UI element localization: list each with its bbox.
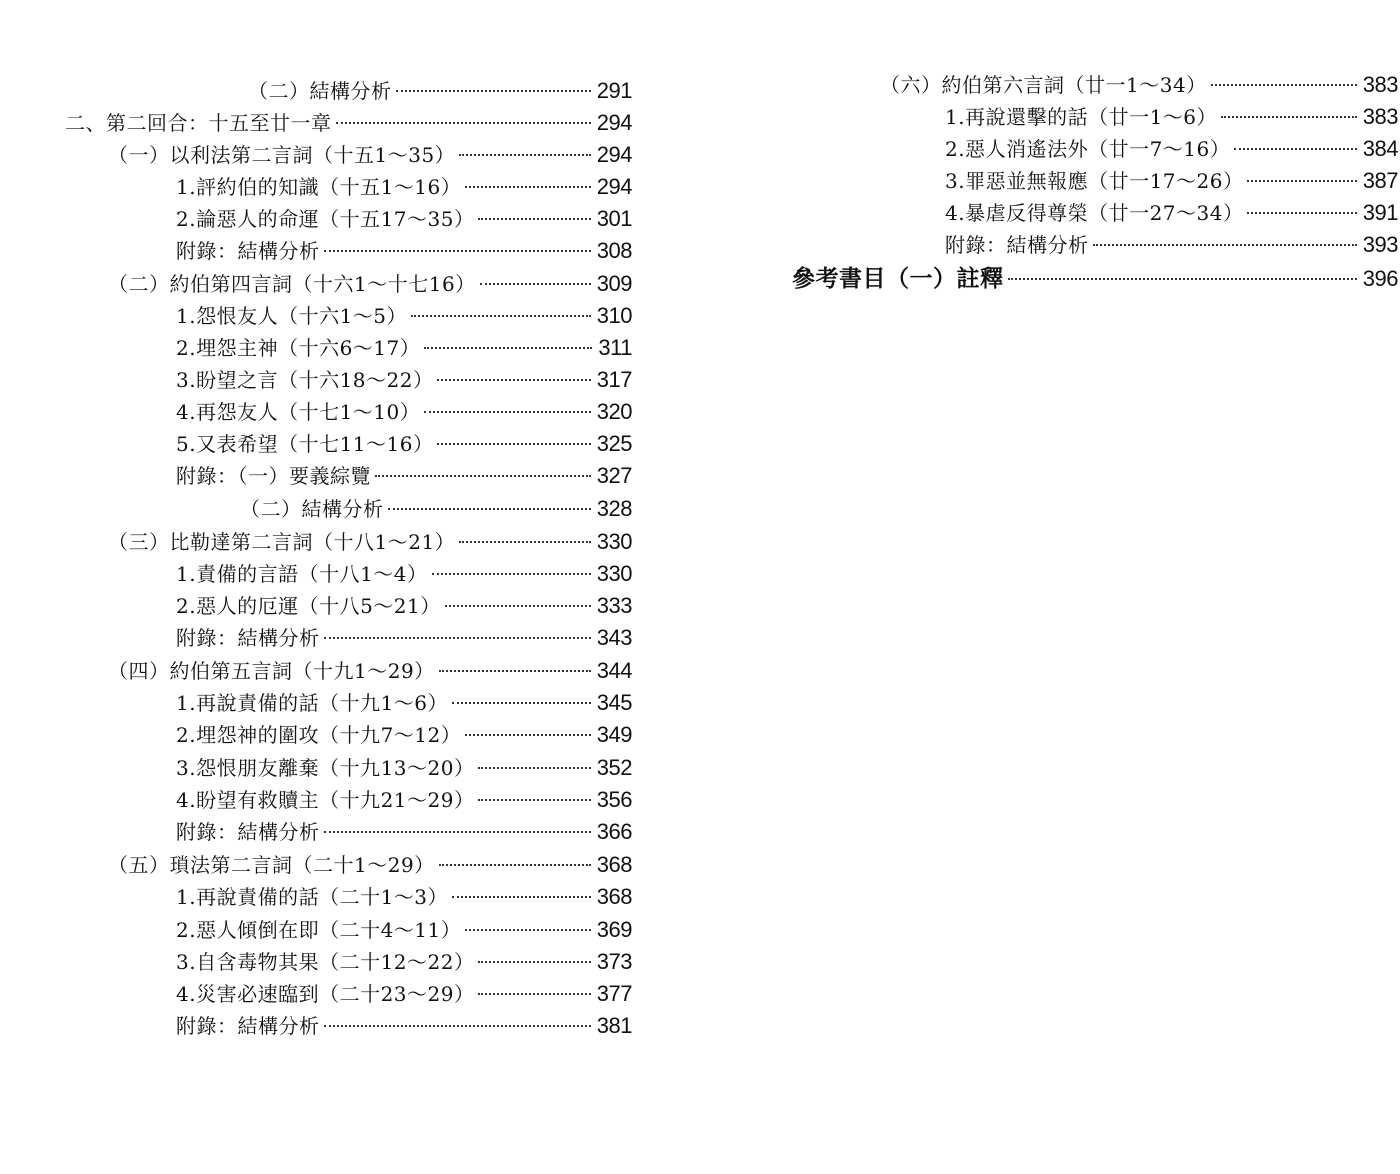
toc-entry[interactable] bbox=[176, 428, 632, 460]
toc-entry-page: 381 bbox=[596, 1013, 632, 1038]
toc-entry-page: 308 bbox=[596, 238, 632, 263]
dot-leader bbox=[336, 122, 591, 124]
dot-leader bbox=[452, 896, 591, 898]
toc-entry[interactable] bbox=[248, 75, 632, 107]
dot-leader bbox=[1093, 244, 1357, 246]
toc-entry-title: 4.暴虐反得尊榮（廿一27～34） bbox=[945, 201, 1244, 225]
toc-entry-title: 1.再說責備的話（十九1～6） bbox=[176, 691, 449, 715]
toc-entry-page: 352 bbox=[596, 755, 632, 780]
toc-entry-title: 5.又表希望（十七11～16） bbox=[176, 432, 434, 456]
toc-entry-title: 4.災害必速臨到（二十23～29） bbox=[176, 982, 475, 1006]
toc-entry-title: （四）約伯第五言詞（十九1～29） bbox=[108, 659, 435, 683]
toc-entry-title: 3.自含毒物其果（二十12～22） bbox=[176, 950, 475, 974]
dot-leader bbox=[459, 541, 591, 543]
toc-entry-page: 366 bbox=[596, 819, 632, 844]
toc-entry-title: 2.埋怨神的圍攻（十九7～12） bbox=[176, 723, 462, 747]
toc-entry[interactable] bbox=[176, 1010, 632, 1042]
toc-entry-page: 349 bbox=[596, 722, 632, 747]
toc-entry-title: 2.埋怨主神（十六6～17） bbox=[176, 336, 421, 360]
dot-leader bbox=[459, 154, 591, 156]
toc-entry-page: 291 bbox=[596, 78, 632, 103]
toc-entry-page: 345 bbox=[596, 690, 632, 715]
toc-entry[interactable] bbox=[176, 364, 632, 396]
toc-entry[interactable] bbox=[108, 268, 632, 300]
toc-entry-title: 1.評約伯的知識（十五1～16） bbox=[176, 175, 462, 199]
toc-entry-page: 325 bbox=[596, 431, 632, 456]
toc-entry-title: （二）結構分析 bbox=[240, 497, 384, 521]
toc-entry[interactable] bbox=[240, 493, 632, 525]
dot-leader bbox=[478, 993, 590, 995]
toc-entry[interactable] bbox=[176, 171, 632, 203]
toc-entry[interactable] bbox=[945, 101, 1398, 133]
dot-leader bbox=[424, 411, 591, 413]
toc-entry-title: 2.惡人消遙法外（廿一7～16） bbox=[945, 137, 1231, 161]
toc-entry-page: 391 bbox=[1362, 200, 1398, 225]
toc-entry-page: 368 bbox=[596, 884, 632, 909]
dot-leader bbox=[432, 573, 591, 575]
toc-entry-title: 附錄：結構分析 bbox=[945, 233, 1089, 257]
toc-entry-page: 327 bbox=[596, 463, 632, 488]
toc-entry-title: 1.怨恨友人（十六1～5） bbox=[176, 304, 408, 328]
dot-leader bbox=[439, 864, 591, 866]
toc-entry[interactable] bbox=[176, 719, 632, 751]
toc-entry-page: 368 bbox=[596, 852, 632, 877]
toc-entry-title: 4.再怨友人（十七1～10） bbox=[176, 400, 421, 424]
dot-leader bbox=[465, 929, 591, 931]
dot-leader bbox=[324, 250, 591, 252]
dot-leader bbox=[478, 767, 590, 769]
toc-entry-page: 343 bbox=[596, 625, 632, 650]
toc-entry[interactable] bbox=[176, 914, 632, 946]
toc-entry[interactable] bbox=[176, 978, 632, 1010]
toc-entry-page: 333 bbox=[596, 593, 632, 618]
dot-leader bbox=[1221, 116, 1357, 118]
toc-entry[interactable] bbox=[176, 203, 632, 235]
toc-entry-title: （六）約伯第六言詞（廿一1～34） bbox=[880, 73, 1207, 97]
toc-entry-page: 328 bbox=[596, 496, 632, 521]
toc-entry-page: 356 bbox=[596, 787, 632, 812]
toc-entry-title: 2.惡人的厄運（十八5～21） bbox=[176, 594, 441, 618]
toc-entry-title: 二、第二回合：十五至廿一章 bbox=[65, 111, 332, 135]
toc-entry[interactable] bbox=[176, 752, 632, 784]
toc-entry-page: 383 bbox=[1362, 72, 1398, 97]
dot-leader bbox=[1211, 84, 1357, 86]
dot-leader bbox=[1008, 278, 1357, 280]
toc-entry-title: （二）約伯第四言詞（十六1～十七16） bbox=[108, 272, 476, 296]
toc-entry-title: 1.再說還擊的話（廿一1～6） bbox=[945, 105, 1218, 129]
toc-entry-page: 383 bbox=[1362, 104, 1398, 129]
toc-entry-page: 396 bbox=[1362, 266, 1398, 291]
dot-leader bbox=[1247, 180, 1356, 182]
toc-entry-page: 309 bbox=[596, 271, 632, 296]
toc-entry[interactable] bbox=[176, 622, 632, 654]
toc-entry-page: 301 bbox=[596, 206, 632, 231]
toc-entry-title: 1.責備的言語（十八1～4） bbox=[176, 562, 428, 586]
dot-leader bbox=[452, 702, 591, 704]
toc-entry[interactable] bbox=[945, 197, 1398, 229]
toc-entry-title: 3.怨恨朋友離棄（十九13～20） bbox=[176, 756, 475, 780]
dot-leader bbox=[437, 379, 590, 381]
toc-entry-page: 373 bbox=[596, 949, 632, 974]
toc-entry[interactable] bbox=[176, 816, 632, 848]
toc-entry[interactable] bbox=[108, 526, 632, 558]
toc-entry[interactable] bbox=[108, 655, 632, 687]
dot-leader bbox=[388, 508, 591, 510]
toc-entry-page: 320 bbox=[596, 399, 632, 424]
toc-entry[interactable] bbox=[176, 784, 632, 816]
toc-entry-title: （五）瑣法第二言詞（二十1～29） bbox=[108, 853, 435, 877]
dot-leader bbox=[480, 283, 591, 285]
toc-entry[interactable] bbox=[176, 235, 632, 267]
toc-entry-page: 294 bbox=[596, 110, 632, 135]
toc-entry-title: 3.罪惡並無報應（廿一17～26） bbox=[945, 169, 1244, 193]
dot-leader bbox=[478, 961, 590, 963]
toc-entry-title: 附錄：（一）要義綜覽 bbox=[176, 464, 371, 488]
toc-entry-page: 377 bbox=[596, 981, 632, 1006]
toc-entry[interactable] bbox=[176, 332, 632, 364]
toc-entry-title: 附錄：結構分析 bbox=[176, 820, 320, 844]
dot-leader bbox=[465, 734, 591, 736]
toc-entry-title: 參考書目（一）註釋 bbox=[792, 265, 1004, 292]
dot-leader bbox=[478, 218, 590, 220]
toc-entry[interactable] bbox=[176, 558, 632, 590]
toc-entry[interactable] bbox=[176, 946, 632, 978]
toc-entry[interactable] bbox=[176, 687, 632, 719]
toc-entry-page: 311 bbox=[598, 335, 632, 360]
toc-entry-page: 369 bbox=[596, 917, 632, 942]
toc-entry-title: （三）比勒達第二言詞（十八1～21） bbox=[108, 530, 456, 554]
toc-entry-title: 4.盼望有救贖主（十九21～29） bbox=[176, 788, 475, 812]
dot-leader bbox=[437, 443, 590, 445]
dot-leader bbox=[324, 1025, 591, 1027]
toc-entry-page: 330 bbox=[596, 529, 632, 554]
dot-leader bbox=[324, 637, 591, 639]
toc-entry-page: 294 bbox=[596, 174, 632, 199]
toc-entry-title: 附錄：結構分析 bbox=[176, 626, 320, 650]
dot-leader bbox=[465, 186, 591, 188]
toc-entry-page: 384 bbox=[1362, 136, 1398, 161]
dot-leader bbox=[445, 605, 591, 607]
dot-leader bbox=[324, 831, 591, 833]
toc-entry-page: 344 bbox=[596, 658, 632, 683]
toc-entry[interactable] bbox=[108, 139, 632, 171]
toc-entry[interactable] bbox=[176, 460, 632, 492]
toc-entry[interactable] bbox=[176, 590, 632, 622]
toc-entry-title: 1.再說責備的話（二十1～3） bbox=[176, 885, 449, 909]
toc-entry-title: 3.盼望之言（十六18～22） bbox=[176, 368, 434, 392]
toc-right-page bbox=[700, 0, 1400, 1174]
toc-entry[interactable] bbox=[880, 69, 1398, 101]
toc-entry-title: （二）結構分析 bbox=[248, 79, 392, 103]
toc-entry[interactable] bbox=[945, 229, 1398, 261]
toc-entry[interactable] bbox=[945, 133, 1398, 165]
toc-entry-page: 310 bbox=[596, 303, 632, 328]
toc-entry-page: 387 bbox=[1362, 168, 1398, 193]
toc-entry[interactable] bbox=[176, 396, 632, 428]
toc-entry-page: 294 bbox=[596, 142, 632, 167]
toc-entry-title: （一）以利法第二言詞（十五1～35） bbox=[108, 143, 456, 167]
dot-leader bbox=[396, 90, 591, 92]
toc-entry[interactable] bbox=[176, 300, 632, 332]
dot-leader bbox=[1247, 212, 1356, 214]
toc-entry-title: 2.惡人傾倒在即（二十4～11） bbox=[176, 918, 462, 942]
toc-entry-title: 2.論惡人的命運（十五17～35） bbox=[176, 207, 475, 231]
toc-entry[interactable] bbox=[945, 165, 1398, 197]
toc-entry[interactable] bbox=[65, 107, 632, 139]
toc-entry-page: 330 bbox=[596, 561, 632, 586]
toc-entry-bibliography[interactable] bbox=[792, 263, 1398, 295]
toc-entry-page: 393 bbox=[1362, 232, 1398, 257]
toc-entry-title: 附錄：結構分析 bbox=[176, 239, 320, 263]
toc-entry-title: 附錄：結構分析 bbox=[176, 1014, 320, 1038]
dot-leader bbox=[424, 347, 592, 349]
toc-entry[interactable] bbox=[108, 849, 632, 881]
dot-leader bbox=[478, 799, 590, 801]
toc-entry[interactable] bbox=[176, 881, 632, 913]
dot-leader bbox=[1234, 148, 1357, 150]
dot-leader bbox=[411, 315, 591, 317]
dot-leader bbox=[375, 475, 591, 477]
dot-leader bbox=[439, 670, 591, 672]
toc-entry-page: 317 bbox=[596, 367, 632, 392]
